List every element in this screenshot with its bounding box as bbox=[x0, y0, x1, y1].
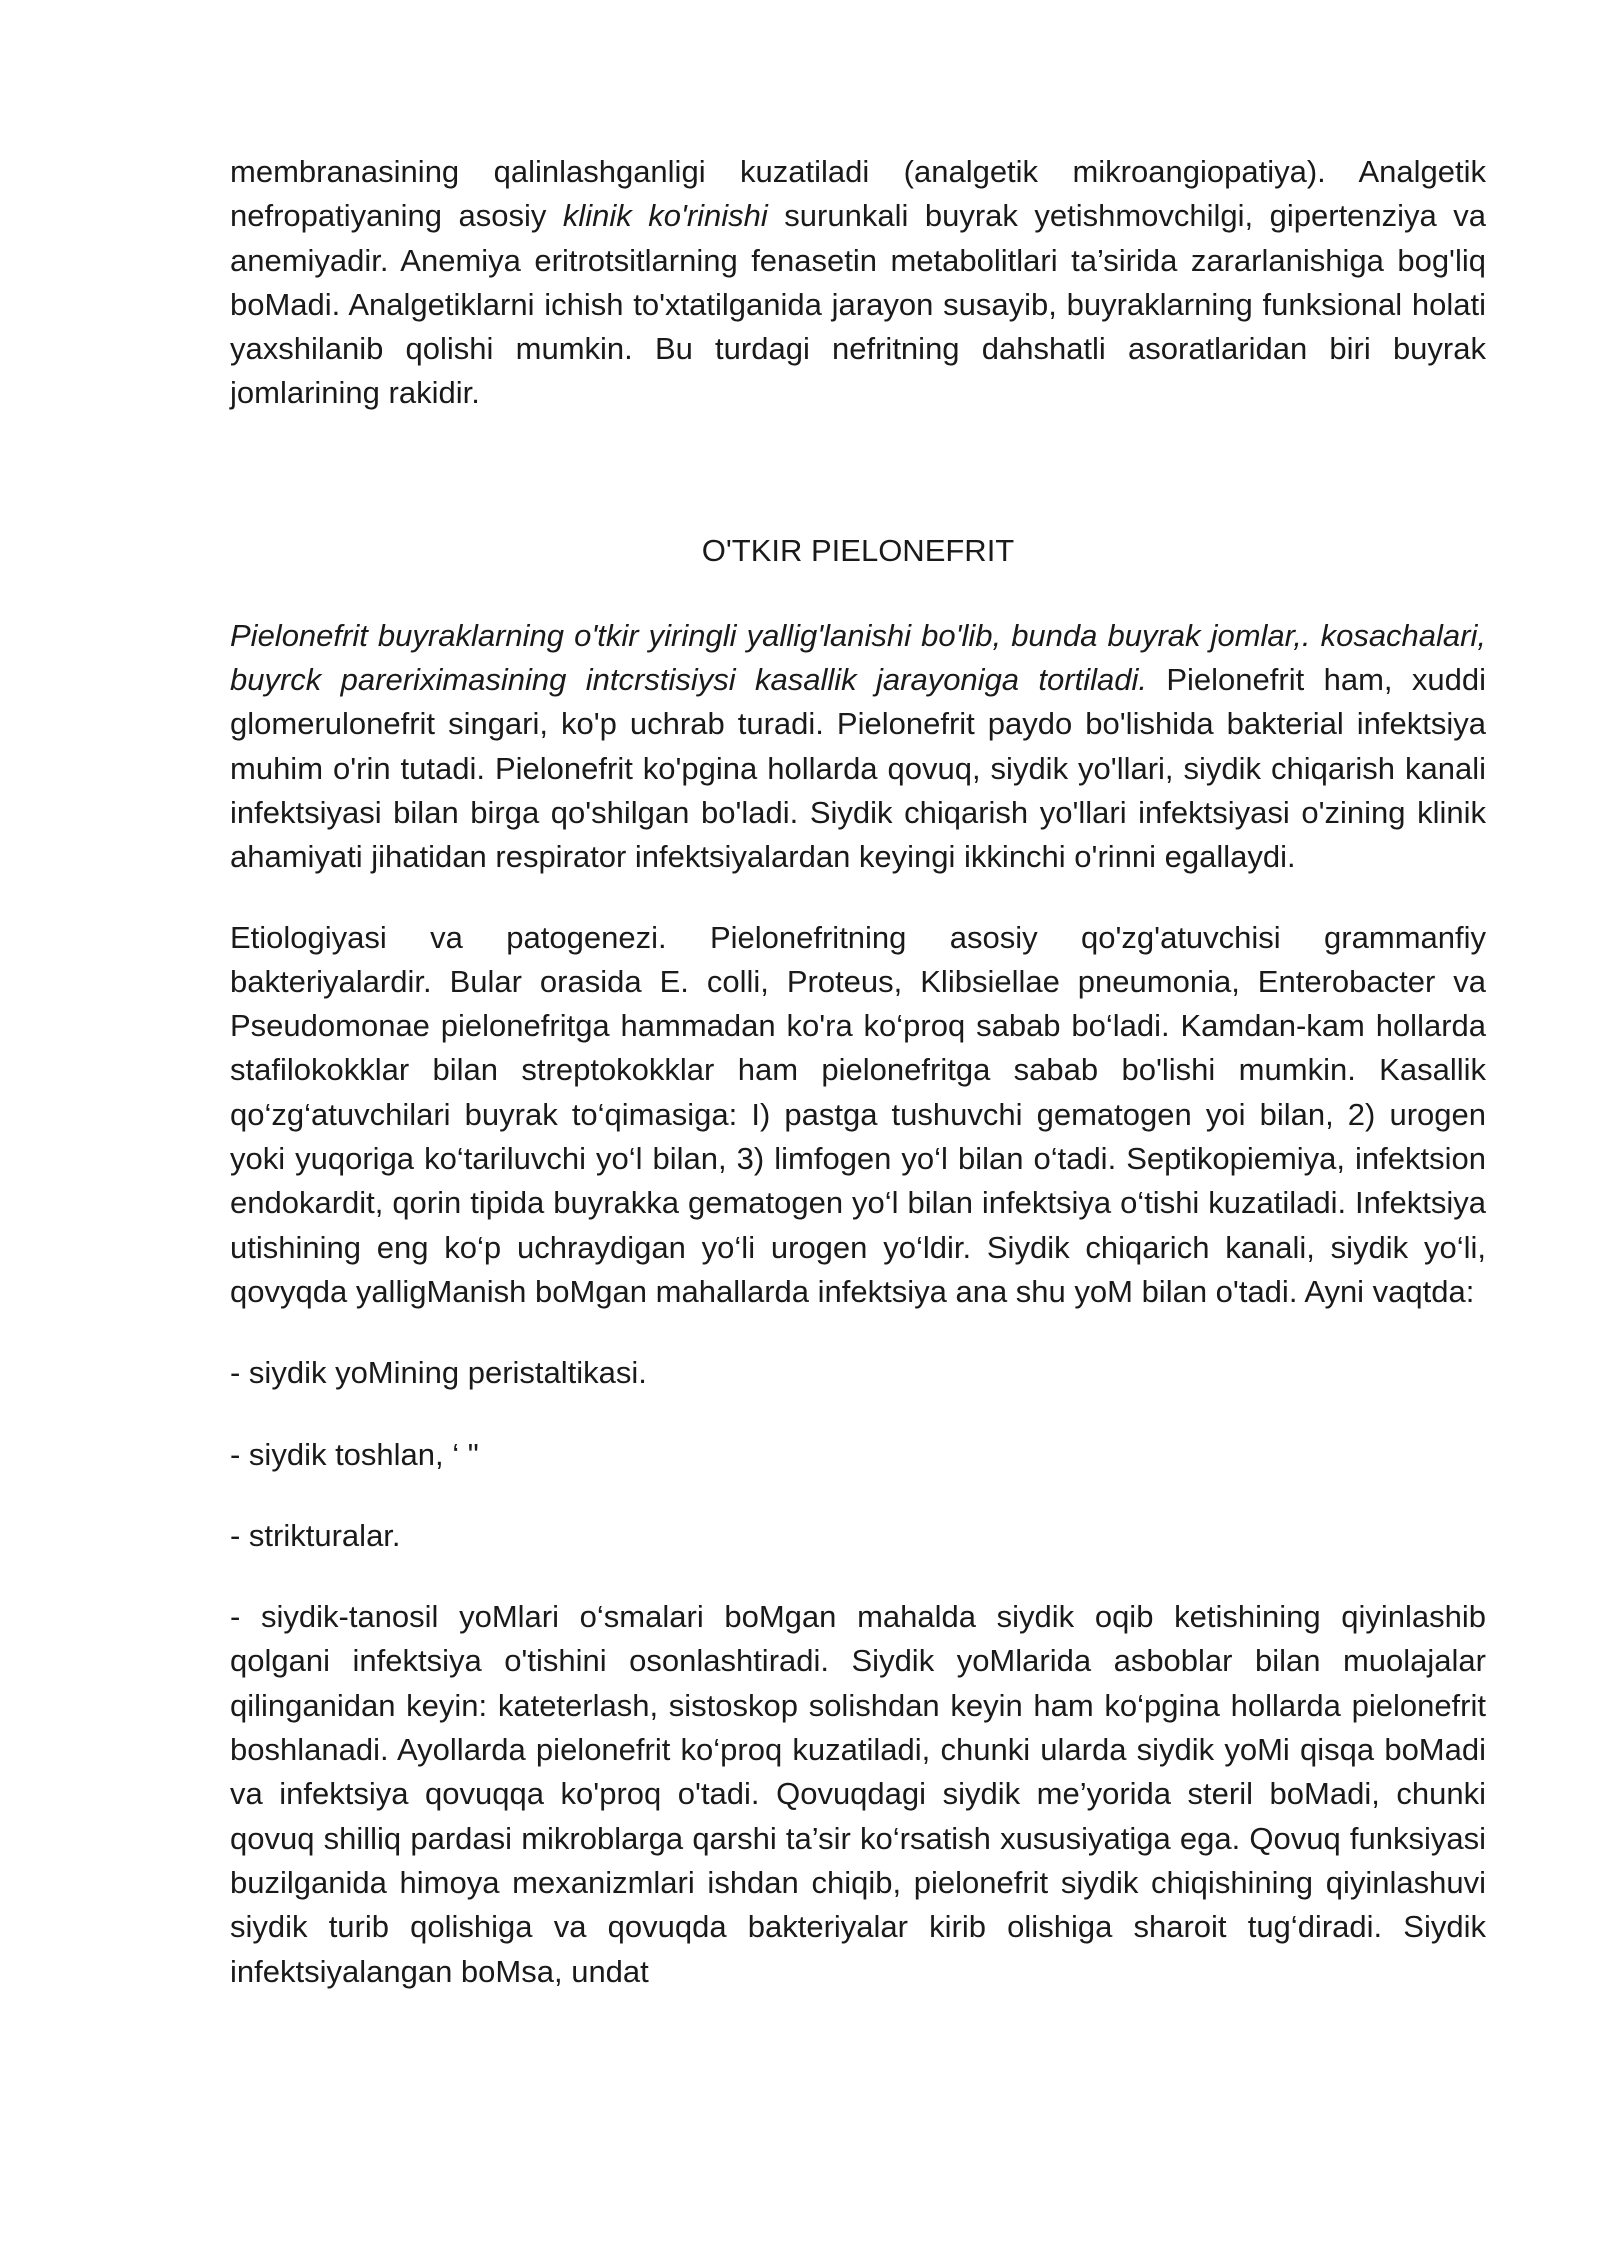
section-heading: O'TKIR PIELONEFRIT bbox=[701, 532, 1015, 568]
closing-paragraph: - siydik-tanosil yoMlari o‘smalari boMgan mahalda siydik oqib ketishining qiyinlashib qolgani infektsiya o'tishini osonlashtiradi. Siydik yoMlarida asboblar bilan muolajalar qilinganidan keyin: kateterlash, sistoskop solishdan keyin ham ko‘pgina hollarda pielonefrit boshlanadi. Ayollarda pielonefrit ko‘proq kuzatiladi, chunki ularda siydik yoMi qisqa boMadi va infektsiya qovuqqa ko'proq o'tadi. Qovuqdagi siydik me’yorida steril boMadi, chunki qovuq shilliq pardasi mikroblarga qarshi ta’sir ko‘rsatish xususiyatiga ega. Qovuq funksiyasi buzilganida himoya mexanizmlari ishdan chiqib, pielonefrit siydik chiqishining qiyinlashuvi siydik turib qolishiga va qovuqda bakteriyalar kirib olishiga sharoit tug‘diradi. Siydik infektsiyalangan boMsa, undat bbox=[230, 1599, 1486, 1989]
list-item: - strikturalar. bbox=[230, 1517, 401, 1553]
list-item: - siydik yoMining peristaltikasi. bbox=[230, 1355, 647, 1391]
definition-paragraph bbox=[230, 614, 1486, 880]
intro-paragraph bbox=[230, 150, 1486, 416]
definition-italic: Pielonefrit buyraklarning o'tkir yiringli yallig'lanishi bo'lib, bunda buyrak jomlar,. kosachalari, buyrck pareriximasining intcrstisiysi kasallik jarayoniga tortiladi. bbox=[230, 617, 1486, 698]
intro-text-after: surunkali buyrak yetishmovchilgi, gipertenziya va anemiyadir. Anemiya eritrotsitlarning fenasetin metabolitlari ta’sirida zararlanishiga bog'liq boMadi. Analgetiklarni ichish to'xtatilganida jarayon susayib, buyraklarning funksional holati yaxshilanib qolishi mumkin. Bu turdagi nefritning dahshatli asoratlaridan biri buyrak jomlarining rakidir. bbox=[230, 198, 1487, 411]
list-item: - siydik toshlan, ‘ " bbox=[230, 1436, 479, 1472]
definition-text: Pielonefrit ham, xuddi glomerulonefrit singari, ko'p uchrab turadi. Pielonefrit paydo bo'lishida bakterial infektsiya muhim o'rin tutadi. Pielonefrit ko'pgina hollarda qovuq, siydik yo'llari, siydik chiqarish kanali infektsiyasi bilan birga qo'shilgan bo'ladi. Siydik chiqarish yo'llari infektsiyasi o'zining klinik ahamiyati jihatidan respirator infektsiyalardan keyingi ikkinchi o'rinni egallaydi. bbox=[230, 662, 1486, 875]
document-page bbox=[230, 150, 1486, 1994]
intro-text-before: membranasining qalinlashganligi kuzatiladi (analgetik mikroangiopatiya). Analgetik nefropatiyaning asosiy bbox=[230, 154, 1486, 234]
etiology-paragraph: Etiologiyasi va patogenezi. Pielonefritning asosiy qo'zg'atuvchisi grammanfiy bakteriyalardir. Bular orasida E. colli, Proteus, Klibsiellae pneumonia, Enterobacter va Pseudomonae pielonefritga hammadan ko'ra ko‘proq sabab bo‘ladi. Kamdan-kam hollarda stafilokokklar bilan streptokokklar ham pielonefritga sabab bo'lishi mumkin. Kasallik qo‘zg‘atuvchilari buyrak to‘qimasiga: I) pastga tushuvchi gematogen yoi bilan, 2) urogen yoki yuqoriga ko‘tariluvchi yo‘l bilan, 3) limfogen yo‘l bilan o‘tadi. Septikopiemiya, infektsion endokardit, qorin tipida buyrakka gematogen yo‘l bilan infektsiya o‘tishi kuzatiladi. Infektsiya utishining eng ko‘p uchraydigan yo‘li urogen yo‘ldir. Siydik chiqarich kanali, siydik yo‘li, qovyqda yalligManish boMgan mahallarda infektsiya ana shu yoM bilan o'tadi. Ayni vaqtda: bbox=[230, 919, 1486, 1309]
intro-italic-phrase: klinik ko'rinishi bbox=[562, 198, 768, 234]
